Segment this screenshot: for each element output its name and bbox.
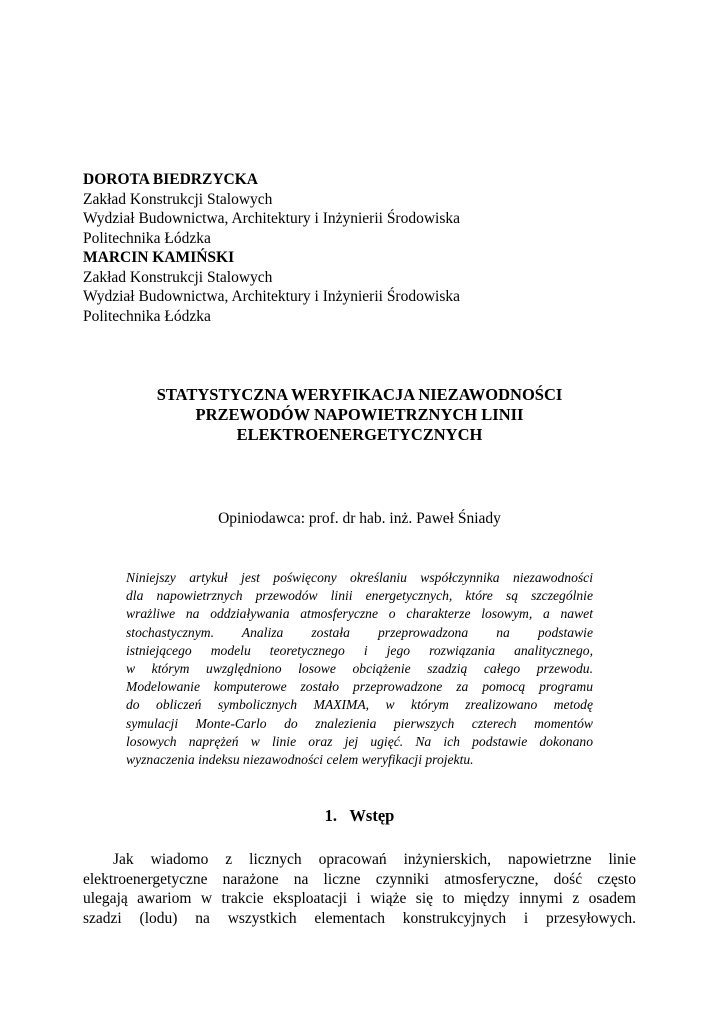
- abstract: [126, 569, 593, 769]
- author-faculty: Wydział Budownictwa, Architektury i Inżynierii Środowiska: [83, 288, 461, 305]
- section-heading: [83, 806, 636, 826]
- paper-title: [83, 385, 636, 445]
- abstract-line: Modelowanie komputerowe zostało przeprowadzone za pomocą programu: [126, 679, 593, 695]
- body-line: elektroenergetyczne narażone na liczne czynniki atmosferyczne, dość często: [83, 870, 636, 888]
- title-line: STATYSTYCZNA WERYFIKACJA NIEZAWODNOŚCI: [156, 385, 563, 404]
- reviewer-line: Opiniodawca: prof. dr hab. inż. Paweł Śniady: [218, 510, 501, 527]
- abstract-line: stochastycznym. Analiza została przeprowadzona na podstawie: [126, 624, 593, 640]
- title-line: PRZEWODÓW NAPOWIETRZNYCH LINII: [195, 405, 524, 424]
- section-title: Wstęp: [349, 806, 395, 825]
- abstract-line: Niniejszy artykuł jest poświęcony określaniu współczynnika niezawodności: [126, 570, 593, 585]
- abstract-line: losowych naprężeń w linie oraz jej ugięć. Na ich podstawie dokonano: [126, 733, 593, 749]
- author-department: Zakład Konstrukcji Stalowych: [83, 190, 273, 208]
- author-name: MARCIN KAMIŃSKI: [83, 249, 235, 266]
- author-department: Zakład Konstrukcji Stalowych: [83, 268, 273, 286]
- body-line: Jak wiadomo z licznych opracowań inżynierskich, napowietrzne linie: [113, 851, 636, 868]
- abstract-line: w którym uwzględniono losowe obciążenie szadzią całego przewodu.: [126, 660, 593, 676]
- author-block: [83, 170, 643, 326]
- author-university: Politechnika Łódzka: [83, 307, 211, 325]
- title-line: ELEKTROENERGETYCZNYCH: [236, 425, 483, 444]
- body-paragraph: [83, 850, 636, 928]
- body-line: ulegają awariom w trakcie eksploatacji i wiąże się to między innymi z osadem: [83, 890, 636, 908]
- author-name: DOROTA BIEDRZYCKA: [83, 171, 258, 188]
- section-number: 1.: [324, 806, 338, 825]
- abstract-line: wrażliwe na oddziaływania atmosferyczne o charakterze losowym, a nawet: [126, 606, 593, 622]
- abstract-line: do obliczeń symbolicznych MAXIMA, w którym zrealizowano metodę: [126, 697, 593, 713]
- abstract-line: dla napowietrznych przewodów linii energetycznych, które są szczególnie: [126, 588, 593, 604]
- author-faculty: Wydział Budownictwa, Architektury i Inżynierii Środowiska: [83, 210, 461, 227]
- abstract-line: wyznaczenia indeksu niezawodności celem weryfikacji projektu.: [126, 751, 474, 767]
- abstract-line: symulacji Monte-Carlo do znalezienia pierwszych czterech momentów: [126, 715, 593, 731]
- body-line: szadzi (lodu) na wszystkich elementach konstrukcyjnych i przesyłowych.: [83, 909, 636, 927]
- author-university: Politechnika Łódzka: [83, 229, 211, 247]
- abstract-line: istniejącego modelu teoretycznego i jego rozwiązania analitycznego,: [126, 642, 593, 658]
